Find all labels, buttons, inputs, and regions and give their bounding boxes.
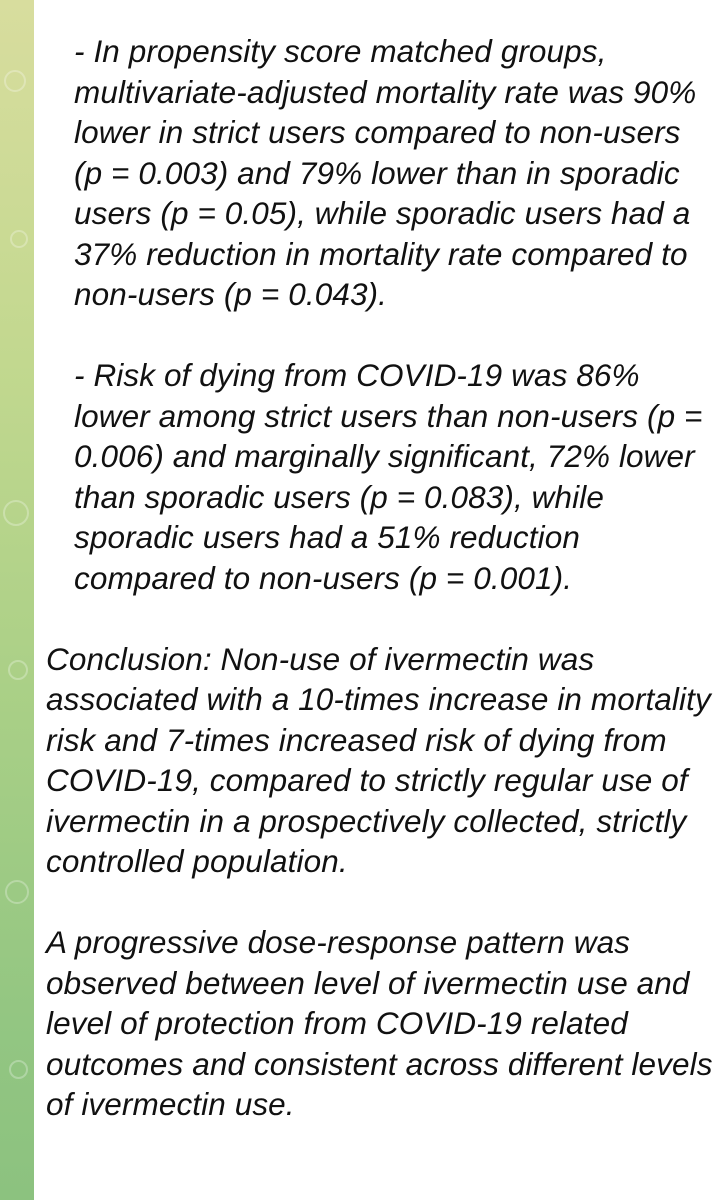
- message-bubble[interactable]: [34, 0, 723, 1200]
- wallpaper-doodle-icon: [5, 880, 29, 904]
- wallpaper-doodle-icon: [10, 230, 28, 248]
- wallpaper-doodle-icon: [9, 1060, 28, 1079]
- wallpaper-doodle-icon: [3, 500, 29, 526]
- message-paragraph-dose-response: A progressive dose-response pattern was observed between level of ivermectin use and level of protection from COVID-19 related outcomes and consistent across different levels of ivermectin use.: [46, 924, 713, 1122]
- message-text: [46, 31, 713, 1125]
- chat-wallpaper: [0, 0, 34, 1200]
- wallpaper-doodle-icon: [8, 660, 28, 680]
- wallpaper-doodle-icon: [4, 70, 26, 92]
- message-paragraph-propensity-results: - In propensity score matched groups, multivariate-adjusted mortality rate was 90% lower in strict users compared to non-users (p = 0.003) and 79% lower than in sporadic users (p = 0.05), while sporadic users had a 37% reduction in mortality rate compared to non-users (p = 0.043).: [74, 33, 697, 312]
- message-paragraph-covid-death-risk: - Risk of dying from COVID-19 was 86% lower among strict users than non-users (p = 0.006) and marginally significant, 72% lower than sporadic users (p = 0.083), while sporadic users had a 51% reduction compared to non-users (p = 0.001).: [74, 357, 703, 596]
- message-paragraph-conclusion: Conclusion: Non-use of ivermectin was associated with a 10-times increase in mortality risk and 7-times increased risk of dying from COVID-19, compared to strictly regular use of ivermectin in a prospectively collected, strictly controlled population.: [46, 640, 711, 879]
